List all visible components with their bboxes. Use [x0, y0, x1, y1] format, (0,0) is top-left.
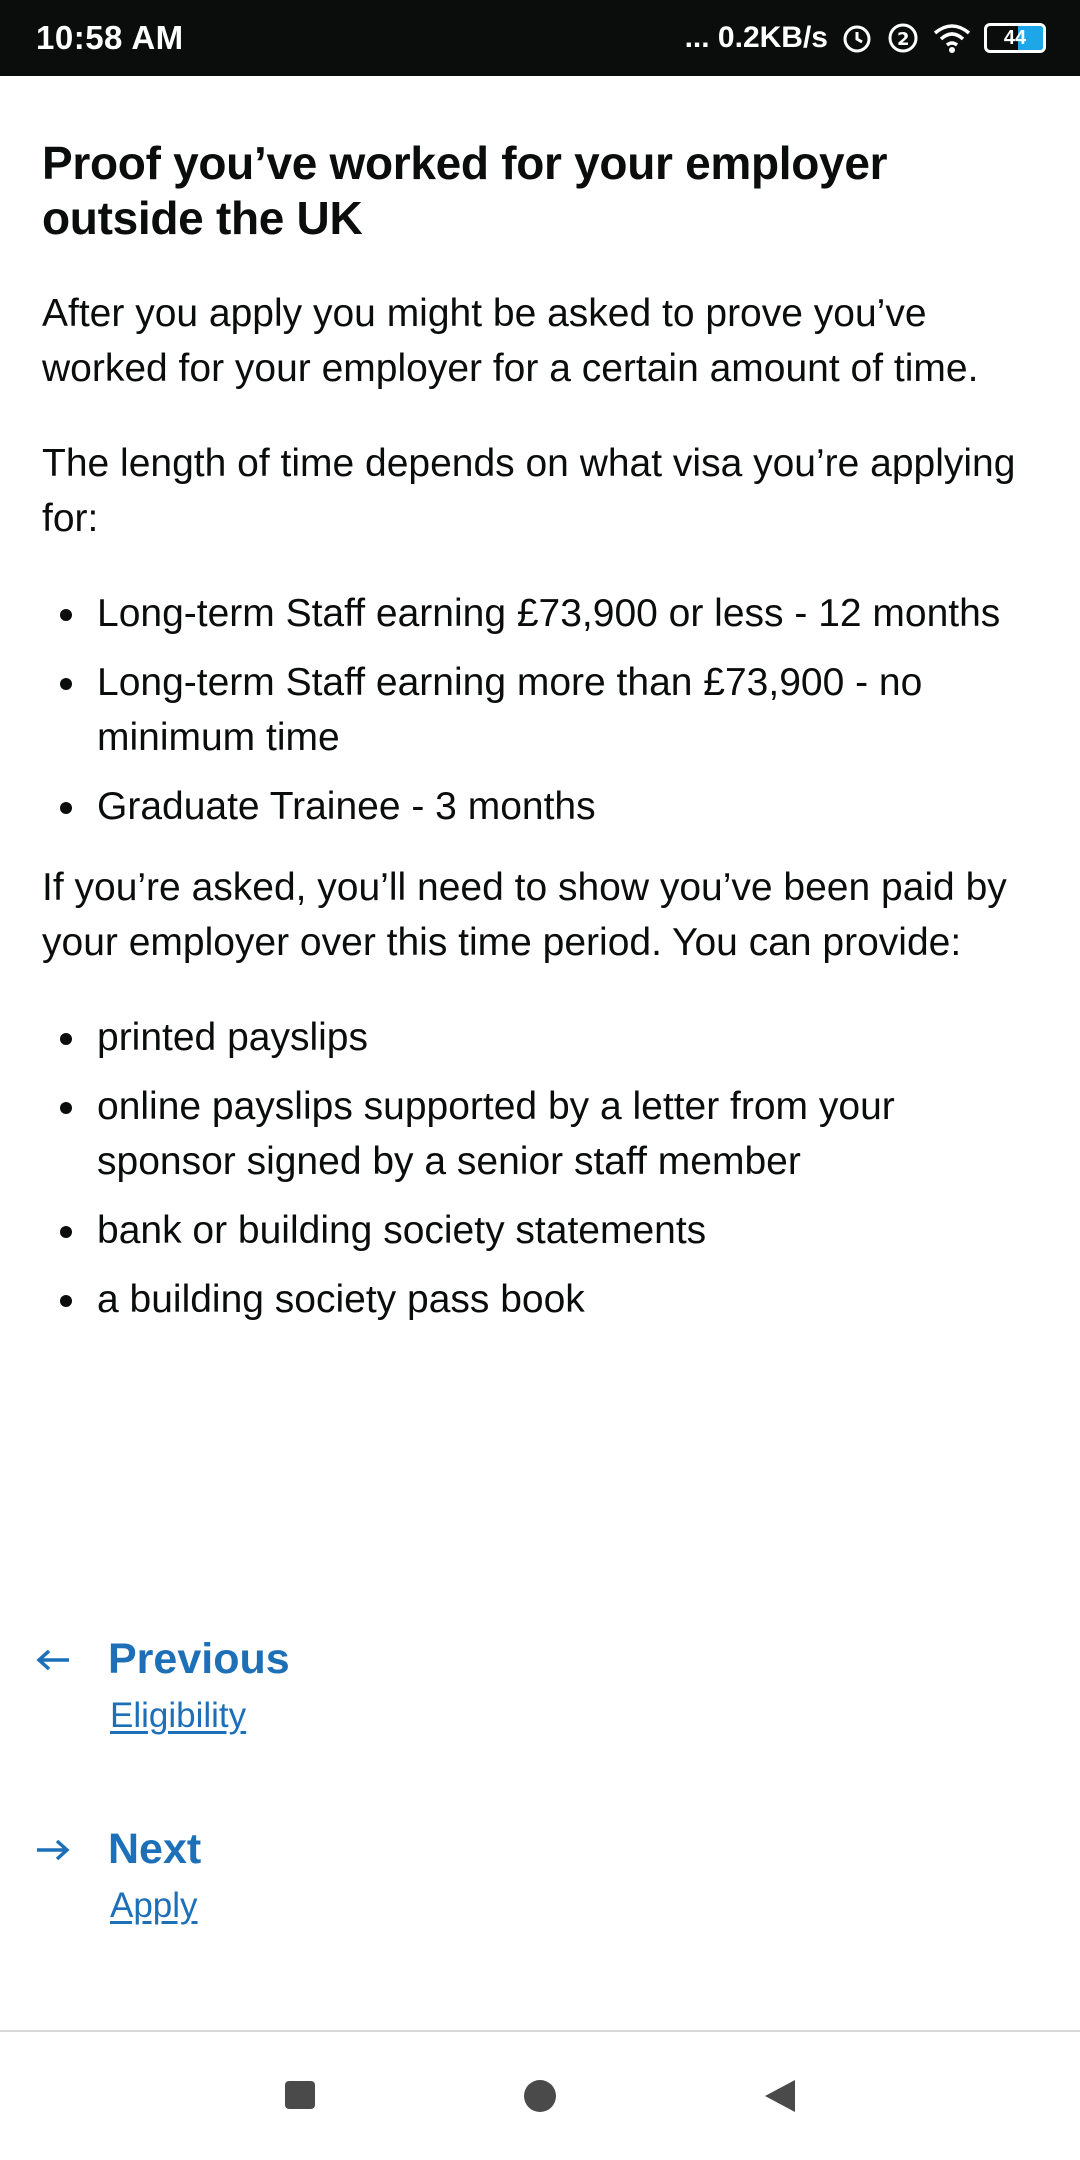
- recent-apps-icon[interactable]: [270, 2066, 330, 2126]
- list-item: a building society pass book: [42, 1272, 1032, 1327]
- list-item: Graduate Trainee - 3 months: [42, 779, 1032, 834]
- status-icons: [685, 21, 1046, 55]
- visa-list: [42, 586, 1032, 834]
- list-item: online payslips supported by a letter from your sponsor signed by a senior staff member: [42, 1079, 1032, 1189]
- wifi-icon: [932, 22, 972, 54]
- arrow-left-icon: [36, 1648, 70, 1672]
- next-link[interactable]: Apply: [110, 1886, 198, 1925]
- network-speed: ... 0.2KB/s: [684, 21, 828, 54]
- home-icon[interactable]: [510, 2066, 570, 2126]
- status-time: 10:58 AM: [36, 19, 184, 56]
- visa-length-paragraph: The length of time depends on what visa you’re applying for:: [42, 442, 1016, 540]
- main-content: [42, 76, 1032, 1341]
- next-row[interactable]: [36, 1825, 636, 1874]
- previous-link[interactable]: Eligibility: [110, 1696, 247, 1735]
- previous-label[interactable]: Previous: [108, 1635, 290, 1683]
- status-bar: [0, 0, 1080, 76]
- list-item: printed payslips: [42, 1010, 1032, 1065]
- page-title: Proof you’ve worked for your employer outside the UK: [42, 137, 888, 244]
- next-navigation[interactable]: [36, 1825, 636, 1926]
- sim-icon: [886, 21, 920, 55]
- next-label[interactable]: Next: [108, 1825, 202, 1873]
- evidence-paragraph: If you’re asked, you’ll need to show you’ve been paid by your employer over this time period. You can provide:: [42, 866, 1007, 964]
- system-nav-bar: [0, 2032, 1080, 2160]
- previous-row[interactable]: [36, 1635, 636, 1684]
- list-item: Long-term Staff earning more than £73,900 - no minimum time: [42, 655, 1032, 765]
- previous-navigation[interactable]: [36, 1635, 636, 1736]
- evidence-list: [42, 1010, 1032, 1327]
- arrow-right-icon: [36, 1838, 70, 1862]
- alarm-icon: [840, 21, 874, 55]
- list-item: Long-term Staff earning £73,900 or less - 12 months: [42, 586, 1032, 641]
- battery-icon: [984, 23, 1046, 53]
- list-item: bank or building society statements: [42, 1203, 1032, 1258]
- intro-paragraph: After you apply you might be asked to prove you’ve worked for your employer for a certain amount of time.: [42, 292, 979, 390]
- battery-level: 44: [1003, 26, 1027, 49]
- back-icon[interactable]: [750, 2066, 810, 2126]
- svg-text:2: 2: [897, 29, 910, 50]
